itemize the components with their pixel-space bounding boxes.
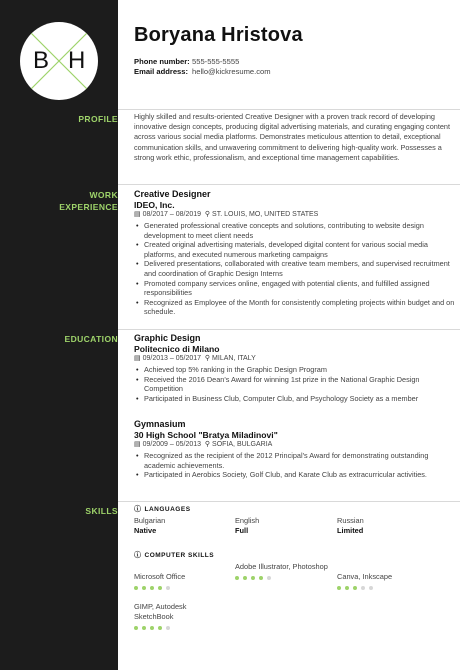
- skill-rating: [134, 586, 229, 590]
- skill-item: [337, 572, 432, 590]
- rating-dot-filled: [150, 586, 154, 590]
- skill-item: [134, 572, 229, 590]
- rating-dot-empty: [361, 586, 365, 590]
- phone-value[interactable]: 555-555-5555: [192, 57, 240, 66]
- computer-skills-heading: [134, 551, 460, 560]
- employer-name: IDEO, Inc.: [134, 200, 175, 210]
- education-location: SOFIA, BULGARIA: [212, 441, 273, 448]
- rating-dot-filled: [345, 586, 349, 590]
- calendar-icon: ▤: [134, 211, 141, 218]
- initial-last: H: [68, 47, 86, 74]
- section-label-work-line1: WORK: [89, 190, 118, 200]
- degree-title: Graphic Design: [134, 333, 201, 343]
- rating-dot-filled: [259, 576, 263, 580]
- list-item: • Received the 2016 Dean's Award for winning 1st prize in the National Graphic Design Competition: [144, 375, 460, 394]
- list-item: • Participated in Aerobics Society, Golf Club, and Karate Club as extracurricular activities.: [144, 470, 460, 480]
- rating-dot-empty: [267, 576, 271, 580]
- list-item: • Recognized as Employee of the Month for consistently completing projects within budget and on schedule.: [144, 298, 460, 317]
- language-item: [235, 516, 259, 536]
- education-entry-1: [134, 333, 460, 403]
- skill-item: [134, 602, 204, 630]
- rating-dot-filled: [142, 586, 146, 590]
- skill-name: Microsoft Office: [134, 572, 186, 581]
- education-bullets: [134, 451, 460, 480]
- computer-skills-heading-text: COMPUTER SKILLS: [144, 552, 215, 559]
- skill-name: Adobe Illustrator, Photoshop: [235, 562, 328, 571]
- computer-skills-row-1: [134, 562, 460, 598]
- language-level: Full: [235, 526, 249, 535]
- language-name: Bulgarian: [134, 516, 166, 525]
- education-meta: [134, 440, 460, 450]
- rating-dot-filled: [243, 576, 247, 580]
- job-meta: [134, 210, 460, 220]
- section-label-work-line2: EXPERIENCE: [59, 202, 118, 212]
- degree-title: Gymnasium: [134, 419, 186, 429]
- list-item: • Created original advertising materials, developed digital content for various social media platforms, and executed numerous marketing campaigns: [144, 240, 460, 259]
- divider-work: [118, 184, 460, 185]
- list-item: • Delivered presentations, collaborated with creative team members, and supervised recruitment and coordination of Graphic Design Interns: [144, 259, 460, 278]
- calendar-icon: ▤: [134, 441, 141, 448]
- language-item: [337, 516, 364, 536]
- list-item: • Recognized as the recipient of the 2012 Principal's Award for demonstrating outstanding academic achievements.: [144, 451, 460, 470]
- divider-education: [118, 329, 460, 330]
- email-value[interactable]: hello@kickresume.com: [192, 67, 271, 76]
- rating-dot-empty: [369, 586, 373, 590]
- location-pin-icon: ⚲: [204, 441, 211, 448]
- section-label-work: [8, 189, 118, 213]
- language-level: Limited: [337, 526, 364, 535]
- skill-name: GIMP, Autodesk SketchBook: [134, 602, 187, 621]
- contact-phone: [134, 57, 239, 67]
- rating-dot-filled: [150, 626, 154, 630]
- job-bullets: [134, 221, 460, 317]
- contact-email: [134, 67, 271, 77]
- list-item: • Achieved top 5% ranking in the Graphic Design Program: [144, 365, 460, 375]
- work-entry: [134, 189, 460, 317]
- school-name: 30 High School "Bratya Miladinovi": [134, 430, 278, 440]
- location-pin-icon: ⚲: [204, 355, 211, 362]
- email-label: Email address:: [134, 67, 189, 76]
- skill-rating: [337, 586, 432, 590]
- language-name: English: [235, 516, 260, 525]
- rating-dot-filled: [134, 586, 138, 590]
- skill-rating: [235, 576, 330, 580]
- education-dates: 09/2013 – 05/2017: [142, 355, 202, 362]
- education-entry-2: [134, 419, 460, 480]
- rating-dot-filled: [158, 586, 162, 590]
- section-label-education: EDUCATION: [64, 334, 118, 344]
- divider-profile: [118, 109, 460, 110]
- monogram-cross-icon: [20, 22, 98, 100]
- candidate-name: Boryana Hristova: [134, 24, 303, 46]
- info-icon: ⓘ: [134, 506, 142, 513]
- divider-skills: [118, 501, 460, 502]
- rating-dot-filled: [134, 626, 138, 630]
- education-bullets: [134, 365, 460, 403]
- education-meta: [134, 354, 460, 364]
- rating-dot-filled: [337, 586, 341, 590]
- rating-dot-empty: [166, 586, 170, 590]
- rating-dot-filled: [158, 626, 162, 630]
- phone-label: Phone number:: [134, 57, 190, 66]
- school-name: Politecnico di Milano: [134, 344, 220, 354]
- skill-item: [235, 562, 330, 580]
- section-label-profile: PROFILE: [78, 114, 118, 124]
- profile-section: [134, 112, 460, 163]
- location-pin-icon: ⚲: [204, 211, 211, 218]
- list-item: • Generated professional creative concepts and solutions, contributing to website design development to meet client needs: [144, 221, 460, 240]
- education-location: MILAN, ITALY: [212, 355, 256, 362]
- section-label-skills: SKILLS: [85, 506, 118, 516]
- rating-dot-filled: [251, 576, 255, 580]
- languages-row: [134, 516, 460, 538]
- job-title: Creative Designer: [134, 189, 211, 199]
- skill-rating: [134, 626, 204, 630]
- calendar-icon: ▤: [134, 355, 141, 362]
- job-dates: 08/2017 – 08/2019: [142, 211, 202, 218]
- monogram-avatar: [20, 22, 98, 100]
- language-name: Russian: [337, 516, 364, 525]
- languages-heading: [134, 505, 460, 514]
- language-item: [134, 516, 165, 536]
- language-level: Native: [134, 526, 157, 535]
- rating-dot-filled: [142, 626, 146, 630]
- languages-heading-text: LANGUAGES: [144, 506, 191, 513]
- rating-dot-filled: [235, 576, 239, 580]
- rating-dot-empty: [166, 626, 170, 630]
- profile-text: Highly skilled and results-oriented Creative Designer with a proven track record of developing innovative design concepts, producing digital advertising materials, and curating engaging content across various social media platforms. Demonstrates meticulous attention to detail, exceptional communication skills, and unwavering commitment to delivering high-quality work. Possesses a strong work ethic, professionalism, and exceptional time management capabilities.: [134, 112, 450, 162]
- computer-skills-row-2: [134, 602, 460, 638]
- list-item: • Promoted company services online, engaged with potential clients, and fulfilled assigned responsibilities: [144, 279, 460, 298]
- education-dates: 09/2009 – 05/2013: [142, 441, 202, 448]
- info-icon: ⓘ: [134, 552, 142, 559]
- job-location: ST. LOUIS, MO, UNITED STATES: [212, 211, 319, 218]
- list-item: • Participated in Business Club, Computer Club, and Psychology Society as a member: [144, 394, 460, 404]
- rating-dot-filled: [353, 586, 357, 590]
- initial-first: B: [33, 47, 50, 74]
- skill-name: Canva, Inkscape: [337, 572, 393, 581]
- skills-section: [134, 505, 460, 638]
